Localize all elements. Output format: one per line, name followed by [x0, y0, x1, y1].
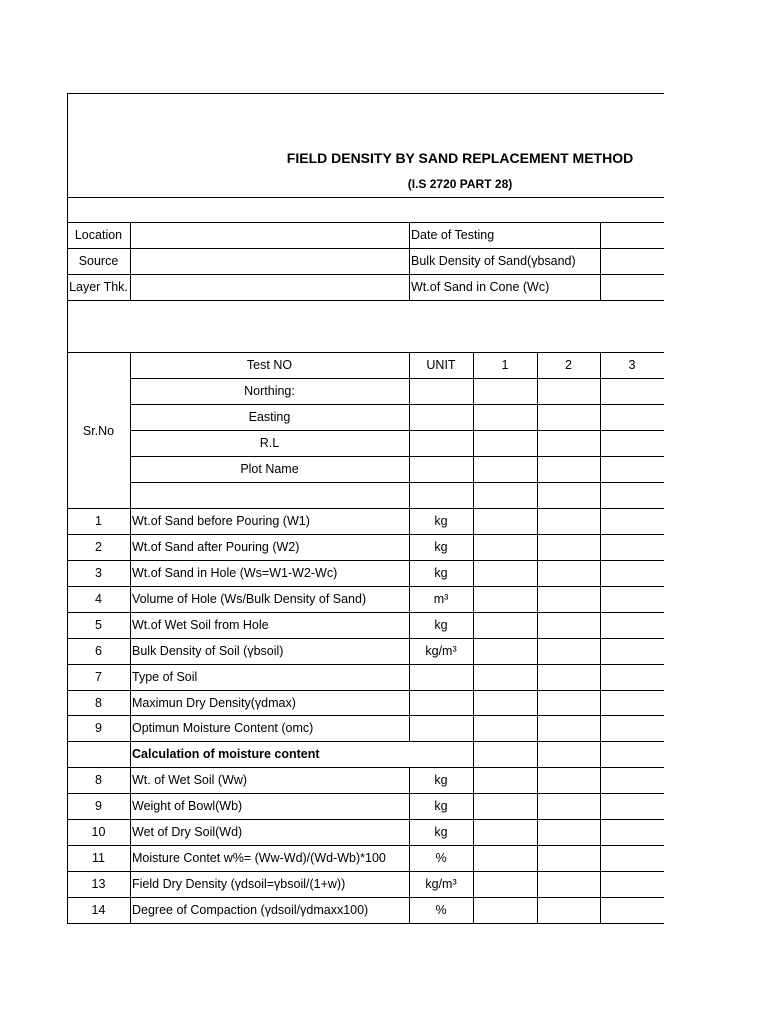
location-label: Location [74, 228, 123, 242]
row-unit: kg [434, 799, 448, 813]
bulk-density-sand-field[interactable] [601, 249, 664, 273]
northing-label: Northing: [244, 384, 295, 398]
divider [67, 664, 664, 665]
divider [130, 404, 664, 405]
row-number: 6 [95, 644, 102, 658]
row-unit: kg [434, 773, 448, 787]
row-unit: kg [434, 618, 448, 632]
divider [67, 534, 664, 535]
row-number: 7 [95, 670, 102, 684]
row-description: Wt.of Sand before Pouring (W1) [132, 514, 310, 528]
divider [67, 897, 664, 898]
row-number: 9 [95, 799, 102, 813]
divider [67, 871, 664, 872]
test-col-1-header: 1 [501, 358, 509, 372]
row-description: Moisture Contet w%= (Ww-Wd)/(Wd-Wb)*100 [132, 851, 386, 865]
divider [130, 456, 664, 457]
row-description: Weight of Bowl(Wb) [132, 799, 243, 813]
row-description: Wt. of Wet Soil (Ww) [132, 773, 248, 787]
row-number: 8 [95, 696, 102, 710]
sand-in-cone-label: Wt.of Sand in Cone (Wc) [411, 280, 550, 294]
row-number: 5 [95, 618, 102, 632]
source-field[interactable] [131, 249, 408, 273]
divider [67, 715, 664, 716]
test-col-2-header: 2 [565, 358, 572, 372]
page-subtitle: (I.S 2720 PART 28) [407, 177, 513, 191]
row-number: 13 [91, 877, 106, 891]
row-unit: kg [434, 566, 448, 580]
row-description: Type of Soil [132, 670, 198, 684]
divider [67, 819, 664, 820]
row-description: Degree of Compaction (γdsoil/γdmaxx100) [132, 903, 369, 917]
row-unit: kg [434, 825, 448, 839]
divider [67, 586, 664, 587]
test-no-header: Test NO [246, 358, 293, 372]
divider [67, 638, 664, 639]
table-bottom-border [67, 923, 664, 924]
row-description: Bulk Density of Soil (γbsoil) [132, 644, 284, 658]
divider [67, 741, 664, 742]
row-description: Field Dry Density (γdsoil=γbsoil/(1+w)) [132, 877, 346, 891]
divider [67, 793, 664, 794]
row-description: Wt.of Wet Soil from Hole [132, 618, 269, 632]
easting-label: Easting [248, 410, 291, 424]
divider [67, 767, 664, 768]
row-description: Volume of Hole (Ws/Bulk Density of Sand) [132, 592, 367, 606]
divider [130, 378, 664, 379]
rl-label: R.L [259, 436, 280, 450]
plot-name-label: Plot Name [240, 462, 299, 476]
page-title: FIELD DENSITY BY SAND REPLACEMENT METHOD [286, 150, 634, 166]
row-number: 14 [91, 903, 106, 917]
divider [473, 352, 474, 923]
divider [67, 508, 664, 509]
row-unit: kg [434, 540, 448, 554]
row-number: 8 [95, 773, 102, 787]
row-description: Wet of Dry Soil(Wd) [132, 825, 243, 839]
divider [130, 482, 664, 483]
divider [409, 222, 410, 300]
layer-thickness-field[interactable] [131, 275, 408, 299]
divider [67, 845, 664, 846]
row-description: Optimun Moisture Content (omc) [132, 721, 314, 735]
location-field[interactable] [131, 223, 408, 247]
row-unit: kg/m³ [425, 877, 457, 891]
divider [409, 767, 410, 923]
row-unit: kg/m³ [425, 644, 457, 658]
divider [67, 612, 664, 613]
divider [130, 430, 664, 431]
table-top-border [67, 352, 664, 353]
divider [537, 352, 538, 923]
unit-header: UNIT [426, 358, 456, 372]
sheet-top-border [67, 93, 664, 94]
moisture-section-heading: Calculation of moisture content [132, 747, 320, 761]
divider [67, 560, 664, 561]
row-unit: m³ [433, 592, 449, 606]
sr-no-header: Sr.No [82, 424, 115, 438]
layer-thickness-label: Layer Thk. [69, 280, 128, 294]
divider [600, 352, 601, 923]
date-of-testing-label: Date of Testing [411, 228, 495, 242]
sand-in-cone-field[interactable] [601, 275, 664, 299]
bulk-density-sand-label: Bulk Density of Sand(γbsand) [411, 254, 576, 268]
divider [67, 197, 664, 198]
row-description: Wt.of Sand after Pouring (W2) [132, 540, 300, 554]
row-number: 11 [92, 851, 105, 865]
divider [67, 300, 664, 301]
date-of-testing-field[interactable] [601, 223, 664, 247]
row-unit: % [435, 903, 447, 917]
test-col-3-header: 3 [628, 358, 636, 372]
row-number: 2 [95, 540, 102, 554]
row-description: Maximun Dry Density(γdmax) [132, 696, 296, 710]
row-number: 1 [95, 514, 102, 528]
row-number: 4 [95, 592, 102, 606]
row-number: 10 [91, 825, 106, 839]
row-unit: kg [434, 514, 448, 528]
row-description: Wt.of Sand in Hole (Ws=W1-W2-Wc) [132, 566, 338, 580]
row-number: 9 [95, 721, 102, 735]
divider [67, 690, 664, 691]
row-number: 3 [95, 566, 102, 580]
source-label: Source [78, 254, 119, 268]
row-unit: % [435, 851, 447, 865]
